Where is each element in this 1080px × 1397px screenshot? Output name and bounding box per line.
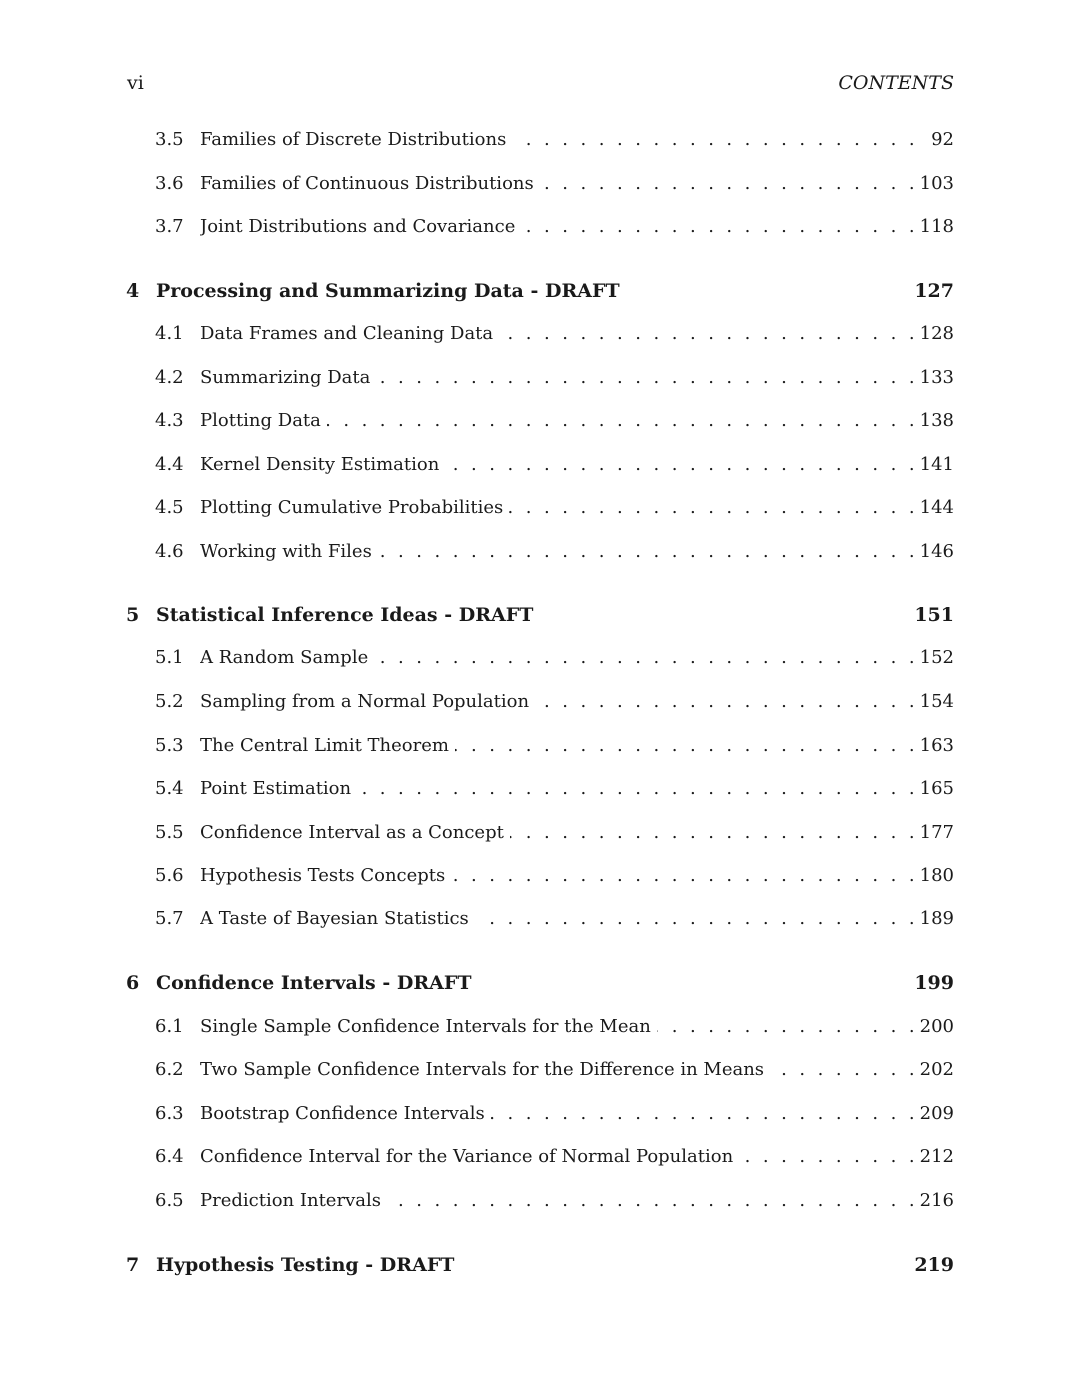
section-number: 6.1 bbox=[155, 1016, 184, 1037]
section-number: 5.2 bbox=[155, 691, 184, 712]
section-page: 180 bbox=[916, 862, 954, 890]
section-leader bbox=[200, 494, 918, 522]
section-page: 209 bbox=[916, 1100, 954, 1128]
section-leader bbox=[200, 170, 918, 198]
section-number: 4.6 bbox=[155, 541, 184, 562]
section-number: 6.4 bbox=[155, 1146, 184, 1167]
section-page: 200 bbox=[916, 1013, 954, 1041]
toc-section[interactable] bbox=[0, 1056, 1080, 1084]
toc-chapter[interactable] bbox=[0, 276, 1080, 306]
running-title: CONTENTS bbox=[838, 72, 954, 94]
section-leader bbox=[200, 644, 918, 672]
section-title: Working with Files bbox=[200, 541, 378, 562]
section-title: Prediction Intervals bbox=[200, 1190, 387, 1211]
section-title: Hypothesis Tests Concepts bbox=[200, 865, 451, 886]
section-page: 144 bbox=[916, 494, 954, 522]
section-number: 5.3 bbox=[155, 735, 184, 756]
section-title: Single Sample Confidence Intervals for the Mean bbox=[200, 1016, 657, 1037]
section-number: 6.5 bbox=[155, 1190, 184, 1211]
section-page: 154 bbox=[916, 688, 954, 716]
section-page: 163 bbox=[916, 732, 954, 760]
section-number: 4.1 bbox=[155, 323, 184, 344]
section-number: 5.5 bbox=[155, 822, 184, 843]
section-number: 6.2 bbox=[155, 1059, 184, 1080]
section-page: 103 bbox=[916, 170, 954, 198]
section-page: 212 bbox=[916, 1143, 954, 1171]
section-leader bbox=[200, 364, 918, 392]
chapter-number: 7 bbox=[126, 1254, 140, 1276]
section-page: 118 bbox=[916, 213, 954, 241]
section-number: 5.1 bbox=[155, 647, 184, 668]
section-leader bbox=[200, 213, 918, 241]
toc-section[interactable] bbox=[0, 1013, 1080, 1041]
section-page: 189 bbox=[916, 905, 954, 933]
section-title: Plotting Cumulative Probabilities bbox=[200, 497, 509, 518]
section-page: 133 bbox=[916, 364, 954, 392]
chapter-title: Processing and Summarizing Data - DRAFT bbox=[156, 280, 620, 302]
section-number: 4.5 bbox=[155, 497, 184, 518]
section-title: Data Frames and Cleaning Data bbox=[200, 323, 499, 344]
chapter-title: Statistical Inference Ideas - DRAFT bbox=[156, 604, 534, 626]
section-page: 216 bbox=[916, 1187, 954, 1215]
toc-section[interactable] bbox=[0, 1143, 1080, 1171]
section-number: 5.7 bbox=[155, 908, 184, 929]
section-page: 165 bbox=[916, 775, 954, 803]
section-leader bbox=[200, 1013, 918, 1041]
toc-section[interactable] bbox=[0, 862, 1080, 890]
section-title: A Random Sample bbox=[200, 647, 374, 668]
section-title: Summarizing Data bbox=[200, 367, 376, 388]
toc-section[interactable] bbox=[0, 126, 1080, 154]
section-number: 4.4 bbox=[155, 454, 184, 475]
section-number: 3.6 bbox=[155, 173, 184, 194]
section-title: Families of Discrete Distributions bbox=[200, 129, 512, 150]
section-leader bbox=[200, 320, 918, 348]
toc-chapter[interactable] bbox=[0, 968, 1080, 998]
chapter-page: 127 bbox=[914, 280, 954, 302]
section-leader bbox=[200, 775, 918, 803]
chapter-number: 6 bbox=[126, 972, 140, 994]
section-title: The Central Limit Theorem bbox=[200, 735, 455, 756]
chapter-title: Confidence Intervals - DRAFT bbox=[156, 972, 472, 994]
section-leader bbox=[200, 1187, 918, 1215]
section-number: 4.2 bbox=[155, 367, 184, 388]
section-leader bbox=[200, 126, 918, 154]
section-number: 5.6 bbox=[155, 865, 184, 886]
toc-section[interactable] bbox=[0, 451, 1080, 479]
section-number: 3.7 bbox=[155, 216, 184, 237]
section-title: Two Sample Confidence Intervals for the Difference in Means bbox=[200, 1059, 770, 1080]
toc-section[interactable] bbox=[0, 905, 1080, 933]
chapter-page: 219 bbox=[914, 1254, 954, 1276]
toc-section[interactable] bbox=[0, 213, 1080, 241]
section-title: Confidence Interval for the Variance of Normal Population bbox=[200, 1146, 739, 1167]
toc-section[interactable] bbox=[0, 320, 1080, 348]
chapter-page: 199 bbox=[914, 972, 954, 994]
toc-section[interactable] bbox=[0, 494, 1080, 522]
section-leader bbox=[200, 905, 918, 933]
toc-section[interactable] bbox=[0, 364, 1080, 392]
section-leader bbox=[200, 732, 918, 760]
section-page: 92 bbox=[927, 126, 954, 154]
chapter-page: 151 bbox=[914, 604, 954, 626]
section-leader bbox=[200, 451, 918, 479]
toc-chapter[interactable] bbox=[0, 1250, 1080, 1280]
toc-section[interactable] bbox=[0, 1100, 1080, 1128]
toc-section[interactable] bbox=[0, 819, 1080, 847]
section-leader bbox=[200, 1143, 918, 1171]
toc-section[interactable] bbox=[0, 1187, 1080, 1215]
toc-section[interactable] bbox=[0, 407, 1080, 435]
section-page: 138 bbox=[916, 407, 954, 435]
section-page: 177 bbox=[916, 819, 954, 847]
section-number: 3.5 bbox=[155, 129, 184, 150]
section-leader bbox=[200, 819, 918, 847]
section-title: Kernel Density Estimation bbox=[200, 454, 445, 475]
toc-section[interactable] bbox=[0, 775, 1080, 803]
chapter-title: Hypothesis Testing - DRAFT bbox=[156, 1254, 455, 1276]
toc-section[interactable] bbox=[0, 732, 1080, 760]
section-page: 141 bbox=[916, 451, 954, 479]
section-leader bbox=[200, 1056, 918, 1084]
section-title: Sampling from a Normal Population bbox=[200, 691, 535, 712]
section-leader bbox=[200, 688, 918, 716]
section-number: 6.3 bbox=[155, 1103, 184, 1124]
section-leader bbox=[200, 862, 918, 890]
section-leader bbox=[200, 407, 918, 435]
chapter-number: 5 bbox=[126, 604, 140, 626]
section-number: 5.4 bbox=[155, 778, 184, 799]
section-page: 146 bbox=[916, 538, 954, 566]
section-title: Families of Continuous Distributions bbox=[200, 173, 540, 194]
section-title: Point Estimation bbox=[200, 778, 357, 799]
section-leader bbox=[200, 538, 918, 566]
section-page: 128 bbox=[916, 320, 954, 348]
section-title: Bootstrap Confidence Intervals bbox=[200, 1103, 491, 1124]
toc-section[interactable] bbox=[0, 688, 1080, 716]
toc-chapter[interactable] bbox=[0, 600, 1080, 630]
section-title: Joint Distributions and Covariance bbox=[200, 216, 521, 237]
section-title: A Taste of Bayesian Statistics bbox=[200, 908, 475, 929]
toc-section[interactable] bbox=[0, 644, 1080, 672]
chapter-number: 4 bbox=[126, 280, 140, 302]
toc-section[interactable] bbox=[0, 538, 1080, 566]
section-page: 152 bbox=[916, 644, 954, 672]
toc-section[interactable] bbox=[0, 170, 1080, 198]
section-page: 202 bbox=[916, 1056, 954, 1084]
section-leader bbox=[200, 1100, 918, 1128]
section-title: Plotting Data bbox=[200, 410, 327, 431]
section-number: 4.3 bbox=[155, 410, 184, 431]
section-title: Confidence Interval as a Concept bbox=[200, 822, 510, 843]
page-number: vi bbox=[127, 72, 144, 94]
